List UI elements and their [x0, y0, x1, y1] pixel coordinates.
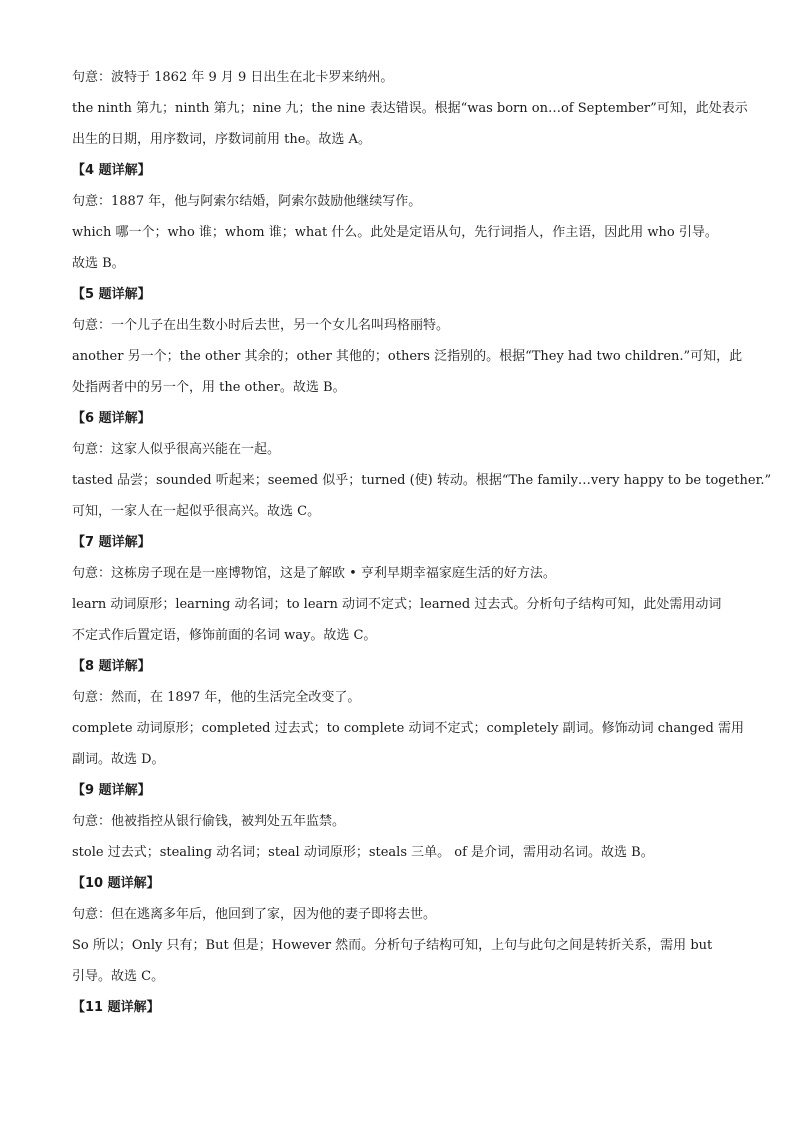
explanation-line: complete 动词原形；completed 过去式；to complete 动词不定式；completely 副词。修饰动词 changed 需用 — [72, 721, 745, 736]
explanation-line: another 另一个；the other 其余的；other 其他的；others 泛指别的。根据“They had two children.”可知，此 — [72, 349, 743, 364]
explanation-line: 不定式作后置定语，修饰前面的名词 way。故选 C。 — [72, 628, 377, 643]
explanation-line: 可知，一家人在一起似乎很高兴。故选 C。 — [72, 504, 321, 519]
sentence-meaning-line: 句意：一个儿子在出生数小时后去世，另一个女儿名叫玛格丽特。 — [72, 318, 450, 333]
explanation-line: tasted 品尝；sounded 听起来；seemed 似乎；turned (使) 转动。根据“The family…very happy to be together.” — [72, 473, 772, 488]
explanation-line: the ninth 第九；ninth 第九；nine 九；the nine 表达错误。根据“was born on…of September”可知，此处表示 — [72, 101, 748, 116]
question-7-heading: 【7 题详解】 — [72, 535, 151, 550]
sentence-meaning-line: 句意：这栋房子现在是一座博物馆，这是了解欧 • 亨利早期幸福家庭生活的好方法。 — [72, 566, 556, 581]
explanation-line: 处指两者中的另一个，用 the other。故选 B。 — [72, 380, 346, 395]
question-5-heading: 【5 题详解】 — [72, 287, 151, 302]
sentence-meaning-line: 句意：这家人似乎很高兴能在一起。 — [72, 442, 281, 457]
explanation-line: 出生的日期，用序数词，序数词前用 the。故选 A。 — [72, 132, 371, 147]
sentence-meaning-line: 句意：他被指控从银行偷钱，被判处五年监禁。 — [72, 814, 346, 829]
question-4-heading: 【4 题详解】 — [72, 163, 151, 178]
question-9-heading: 【9 题详解】 — [72, 783, 151, 798]
question-8-heading: 【8 题详解】 — [72, 659, 151, 674]
question-6-heading: 【6 题详解】 — [72, 411, 151, 426]
question-11-heading: 【11 题详解】 — [72, 1000, 160, 1015]
explanation-line: which 哪一个；who 谁；whom 谁；what 什么。此处是定语从句，先行词指人，作主语，因此用 who 引导。 — [72, 225, 718, 240]
sentence-meaning-line: 句意：然而，在 1897 年，他的生活完全改变了。 — [72, 690, 361, 705]
explanation-line: 副词。故选 D。 — [72, 752, 165, 767]
document-body — [72, 62, 772, 1023]
explanation-line: 引导。故选 C。 — [72, 969, 165, 984]
sentence-meaning-line: 句意：波特于 1862 年 9 月 9 日出生在北卡罗来纳州。 — [72, 70, 394, 85]
sentence-meaning-line: 句意：1887 年，他与阿索尔结婚，阿索尔鼓励他继续写作。 — [72, 194, 422, 209]
sentence-meaning-line: 句意：但在逃离多年后，他回到了家，因为他的妻子即将去世。 — [72, 907, 437, 922]
explanation-line: stole 过去式；stealing 动名词；steal 动词原形；steals 三单。 of 是介词，需用动名词。故选 B。 — [72, 845, 654, 860]
explanation-line: So 所以；Only 只有；But 但是；However 然而。分析句子结构可知，上句与此句之间是转折关系，需用 but — [72, 938, 713, 953]
question-10-heading: 【10 题详解】 — [72, 876, 160, 891]
explanation-line: learn 动词原形；learning 动名词；to learn 动词不定式；learned 过去式。分析句子结构可知，此处需用动词 — [72, 597, 722, 612]
explanation-line: 故选 B。 — [72, 256, 125, 271]
